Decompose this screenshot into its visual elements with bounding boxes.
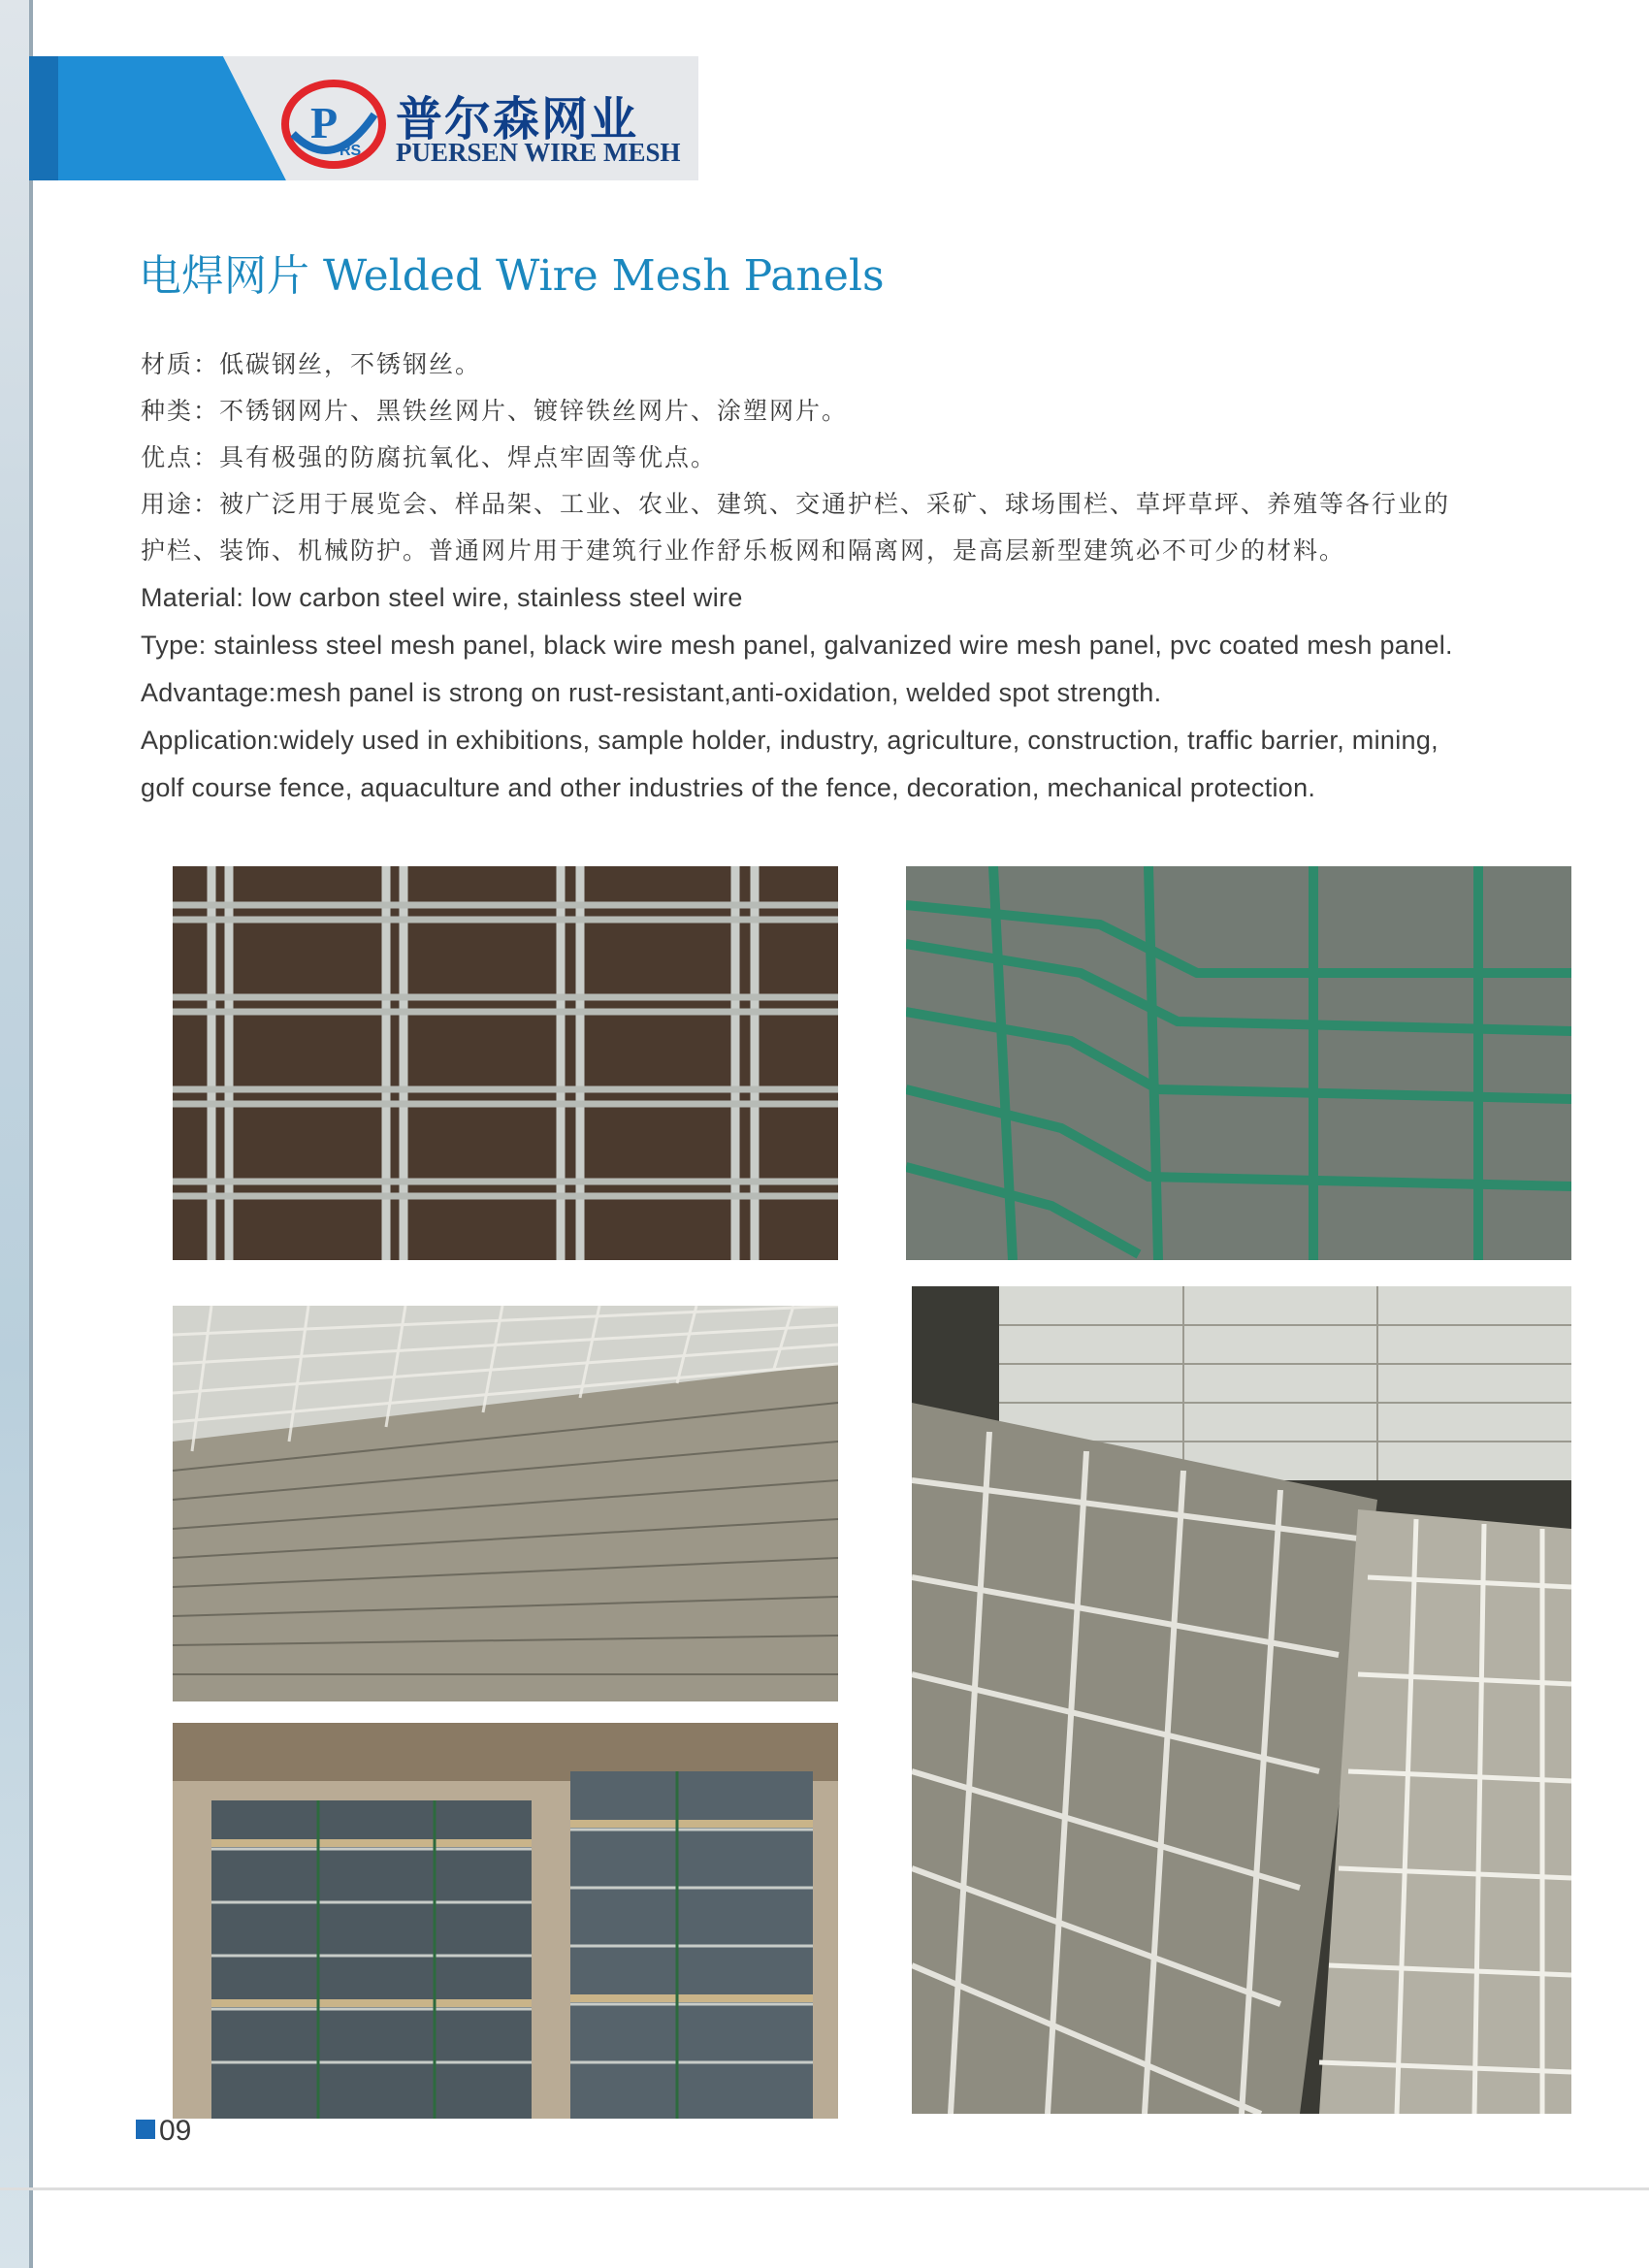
page-title: 电焊网片 Welded Wire Mesh Panels	[139, 251, 885, 301]
desc-en-advantage: Advantage:mesh panel is strong on rust-resistant,anti-oxidation, welded spot strength.	[141, 678, 1162, 707]
photo-palletized-mesh	[173, 1723, 838, 2119]
bottom-rule	[0, 2187, 1649, 2190]
page-number-text: 09	[159, 2115, 192, 2147]
photo-stainless-mesh	[173, 866, 838, 1260]
desc-cn-material: 材质：低碳钢丝，不锈钢丝。	[141, 350, 482, 378]
square-bullet-icon	[136, 2120, 155, 2139]
photo-stacked-mesh	[173, 1306, 838, 1701]
logo-icon	[279, 78, 388, 171]
page-spine	[29, 0, 33, 2268]
desc-en-material: Material: low carbon steel wire, stainless steel wire	[141, 583, 743, 612]
desc-en-application: Application:widely used in exhibitions, sample holder, industry, agriculture, construction, traffic barrier, mining,	[141, 726, 1439, 755]
desc-cn-application-cont: 护栏、装饰、机械防护。普通网片用于建筑行业作舒乐板网和隔离网，是高层新型建筑必不可少的材料。	[141, 536, 1346, 565]
brand-name-en: PUERSEN WIRE MESH	[396, 138, 681, 167]
page-number	[136, 2115, 191, 2148]
desc-en-type: Type: stainless steel mesh panel, black wire mesh panel, galvanized wire mesh panel, pvc coated mesh panel.	[141, 631, 1453, 660]
photo-green-coated-mesh	[906, 866, 1571, 1260]
page-edge	[0, 0, 33, 2268]
desc-cn-application: 用途：被广泛用于展览会、样品架、工业、农业、建筑、交通护栏、采矿、球场围栏、草坪草坪、养殖等各行业的	[141, 490, 1451, 518]
desc-cn-advantage: 优点：具有极强的防腐抗氧化、焊点牢固等优点。	[141, 443, 718, 471]
description	[141, 341, 1596, 812]
desc-en-application-cont: golf course fence, aquaculture and other industries of the fence, decoration, mechanical protection.	[141, 773, 1316, 802]
brand-name-cn: 普尔森网业	[396, 92, 639, 146]
svg-text:P: P	[310, 98, 339, 147]
desc-cn-type: 种类：不锈钢网片、黑铁丝网片、镀锌铁丝网片、涂塑网片。	[141, 397, 849, 425]
svg-text:RS: RS	[340, 143, 362, 159]
photo-warehouse-mesh	[912, 1286, 1571, 2114]
